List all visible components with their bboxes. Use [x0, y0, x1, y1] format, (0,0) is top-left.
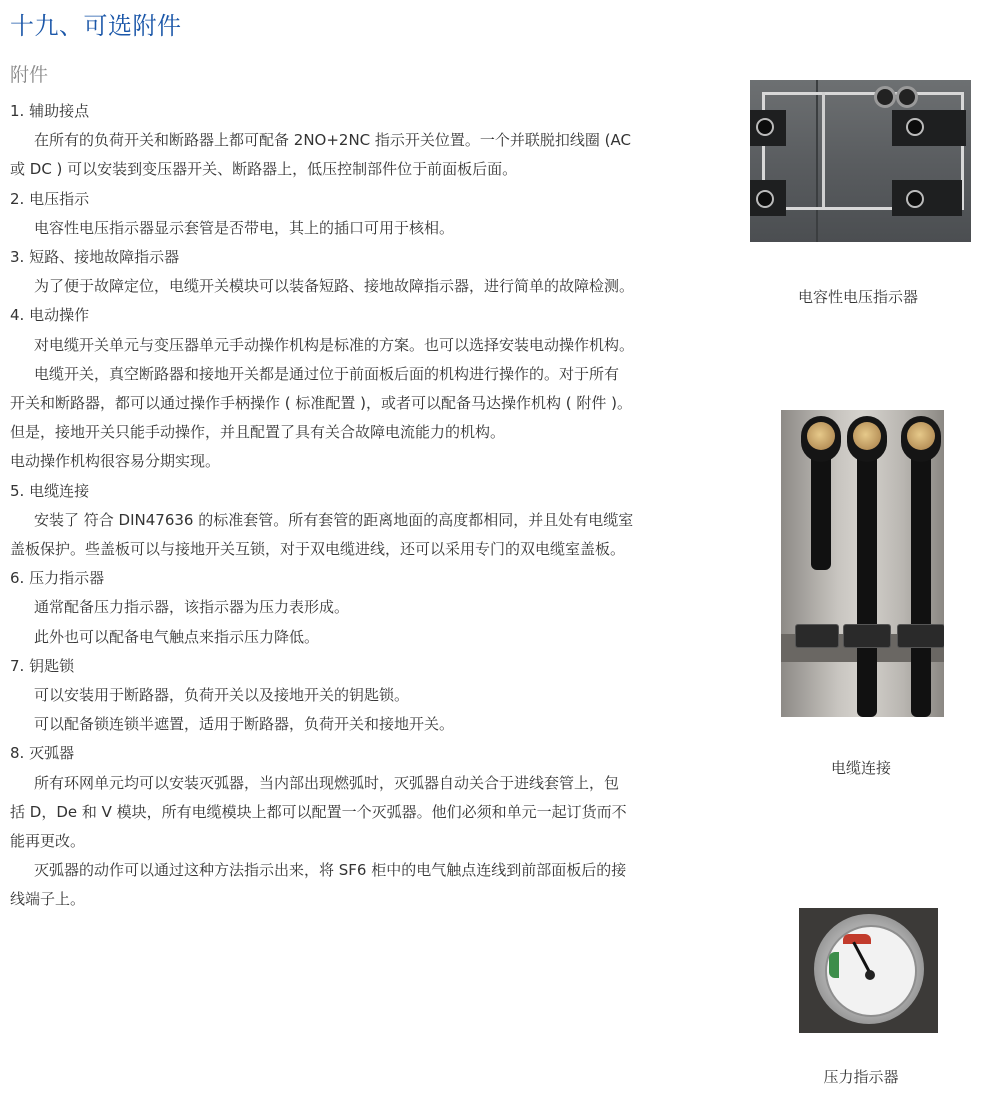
paragraph-line: 开关和断路器，都可以通过操作手柄操作 ( 标准配置 )，或者可以配备马达操作机构 ( 附件 )。: [10, 394, 633, 413]
paragraph-line: 5. 电缆连接: [10, 481, 90, 500]
paragraph-line: 1. 辅助接点: [10, 102, 90, 120]
paragraph-line: 所有环网单元均可以安装灭弧器，当内部出现燃弧时，灭弧器自动关合于进线套管上，包: [34, 773, 620, 792]
pressure-indicator-caption: 压力指示器: [823, 1068, 899, 1086]
voltage-indicator-caption: 电容性电压指示器: [797, 288, 918, 306]
paragraph-line: 4. 电动操作: [10, 306, 90, 325]
gauge-hub: [865, 970, 875, 980]
panel-mimic-line: [822, 92, 825, 207]
pressure-indicator-photo: [799, 908, 938, 1033]
paragraph-line: 对电缆开关单元与变压器单元手动操作机构是标准的方案。也可以选择安装电动操作机构。: [34, 335, 635, 354]
paragraph-line: 在所有的负荷开关和断路器上都可配备 2NO+2NC 指示开关位置。一个并联脱扣线圈 (AC: [34, 131, 632, 150]
section-heading: 附件: [10, 64, 49, 86]
paragraph-line: 能再更改。: [10, 832, 86, 851]
paragraph-line: 3. 短路、接地故障指示器: [10, 248, 180, 267]
cable-connection-caption: 电缆连接: [830, 759, 891, 777]
paragraph-line: 灭弧器的动作可以通过这种方法指示出来，将 SF6 柜中的电气触点连线到前部面板后的接: [34, 861, 627, 880]
bushing-cap: [907, 422, 935, 450]
cable: [811, 450, 831, 570]
switch-knob: [756, 118, 774, 136]
cable: [857, 450, 877, 717]
paragraph-line: 盖板保护。些盖板可以与接地开关互锁，对于双电缆进线，还可以采用专门的双电缆室盖板。: [10, 540, 626, 559]
bushing-cap: [853, 422, 881, 450]
paragraph-line: 为了便于故障定位，电缆开关模块可以装备短路、接地故障指示器，进行简单的故障检测。: [34, 277, 635, 296]
cable-clamp: [795, 624, 839, 648]
paragraph-line: 6. 压力指示器: [10, 569, 105, 588]
paragraph-line: 可以安装用于断路器，负荷开关以及接地开关的钥匙锁。: [34, 686, 410, 705]
switch-plate: [892, 180, 962, 216]
switch-knob: [756, 190, 774, 208]
paragraph-line: 2. 电压指示: [10, 189, 90, 208]
paragraph-line: 线端子上。: [10, 890, 86, 909]
indicator-socket: [896, 86, 918, 108]
paragraph-line: 7. 钥匙锁: [10, 656, 75, 675]
paragraph-line: 此外也可以配备电气触点来指示压力降低。: [34, 627, 320, 646]
paragraph-line: 电动操作机构很容易分期实现。: [10, 452, 221, 471]
paragraph-line: 括 D，De 和 V 模块，所有电缆模块上都可以配置一个灭弧器。他们必须和单元一起订货而不: [10, 802, 627, 821]
paragraph-line: 8. 灭弧器: [10, 744, 75, 763]
paragraph-line: 电缆开关，真空断路器和接地开关都是通过位于前面板后面的机构进行操作的。对于所有: [34, 364, 620, 383]
body-text: [10, 97, 700, 915]
paragraph-line: 电容性电压指示器显示套管是否带电，其上的插口可用于核相。: [34, 218, 455, 237]
paragraph-line: 但是，接地开关只能手动操作，并且配置了具有关合故障电流能力的机构。: [10, 423, 506, 442]
paragraph-line: 安装了 符合 DIN47636 的标准套管。所有套管的距离地面的高度都相同，并且处有电缆室: [34, 510, 634, 529]
cable: [911, 450, 931, 717]
paragraph-line: 或 DC ) 可以安装到变压器开关、断路器上，低压控制部件位于前面板后面。: [10, 160, 518, 179]
indicator-socket: [874, 86, 896, 108]
gauge-red-zone: [843, 934, 871, 944]
bushing-cap: [807, 422, 835, 450]
paragraph-line: 可以配备锁连锁半遮置，适用于断路器，负荷开关和接地开关。: [34, 715, 455, 734]
cable-clamp: [843, 624, 891, 648]
paragraph-line: 通常配备压力指示器，该指示器为压力表形成。: [34, 598, 350, 617]
cable-clamp: [897, 624, 944, 648]
voltage-indicator-photo: [750, 80, 971, 242]
switch-knob: [906, 118, 924, 136]
page-title: 十九、可选附件: [10, 12, 182, 40]
switch-plate: [892, 110, 966, 146]
switch-knob: [906, 190, 924, 208]
cable-connection-photo: [781, 410, 944, 717]
gauge-green-zone: [829, 952, 839, 978]
